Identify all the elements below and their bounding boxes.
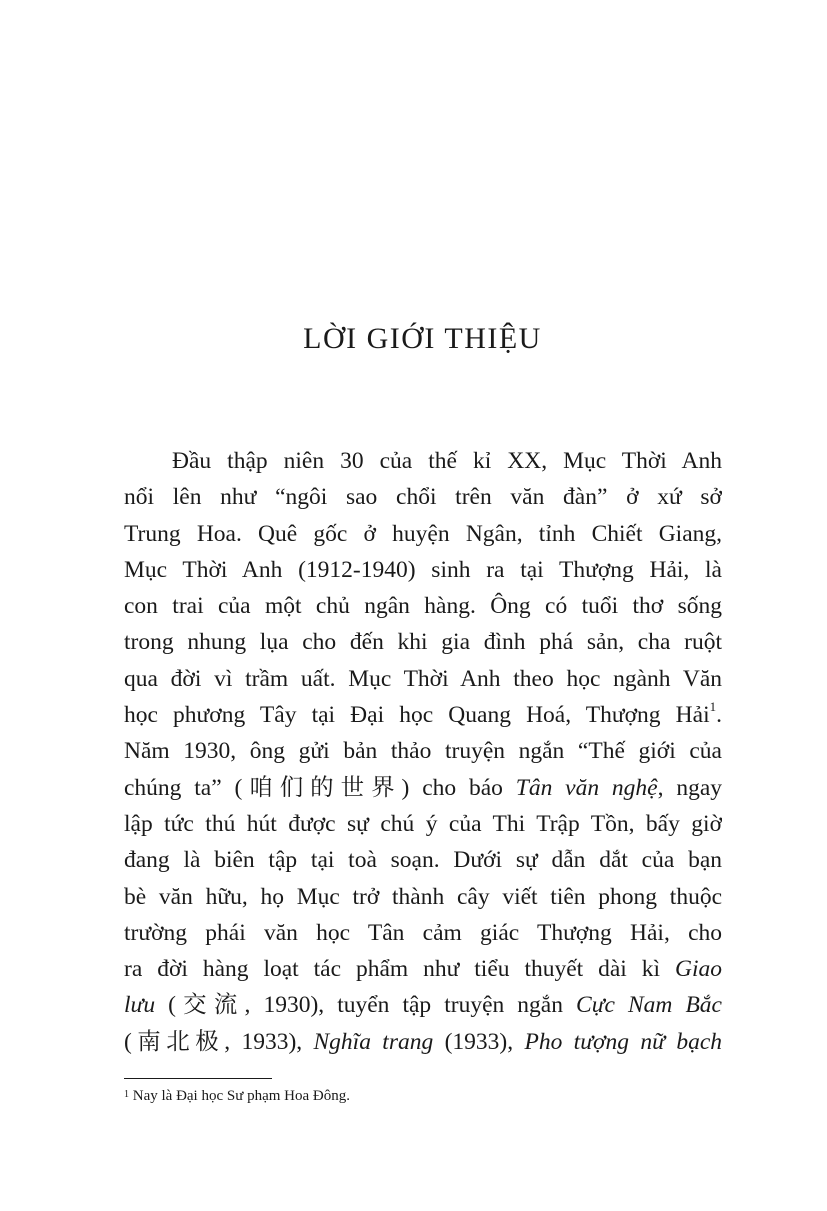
work-title: lưu: [124, 992, 156, 1019]
text-segment: , ngay: [657, 774, 722, 801]
text-line: [124, 770, 722, 806]
text-line: Đầu thập niên 30 của thế kỉ XX, Mục Thời Anh: [172, 448, 722, 474]
footnote-text: Nay là Đại học Sư phạm Hoa Đông.: [129, 1088, 351, 1104]
text-line: trường phái văn học Tân cảm giác Thượng Hải, cho: [124, 919, 722, 946]
work-title: Pho tượng nữ bạch: [524, 1028, 722, 1055]
footnote-marker: 1: [124, 1089, 129, 1100]
text-segment: (南北极, 1933),: [124, 1028, 314, 1055]
text-segment: học phương Tây tại Đại học Quang Hoá, Thượng Hải: [124, 702, 710, 729]
footnote-ref[interactable]: 1: [709, 699, 717, 715]
text-segment: (交流, 1930), tuyển tập truyện ngắn: [155, 992, 577, 1019]
intro-paragraph: [124, 443, 722, 1060]
text-line: [124, 951, 722, 987]
text-segment: ra đời hàng loạt tác phẩm như tiểu thuyết dài kì: [124, 956, 675, 983]
text-line: con trai của một chủ ngân hàng. Ông có tuổi thơ sống: [124, 593, 722, 620]
text-segment: (1933),: [433, 1028, 525, 1055]
text-line: bè văn hữu, họ Mục trở thành cây viết tiên phong thuộc: [124, 883, 722, 910]
work-title: Cực Nam Bắc: [576, 992, 722, 1019]
text-line: đang là biên tập tại toà soạn. Dưới sự dẫn dắt của bạn: [124, 847, 722, 874]
publication-title: Tân văn nghệ: [515, 774, 658, 801]
text-line: [124, 987, 722, 1023]
text-line: Trung Hoa. Quê gốc ở huyện Ngân, tỉnh Chiết Giang,: [124, 520, 722, 547]
text-line: qua đời vì trầm uất. Mục Thời Anh theo học ngành Văn: [124, 665, 722, 692]
text-line: [124, 1024, 722, 1060]
text-line: [124, 697, 722, 733]
text-line: nổi lên như “ngôi sao chổi trên văn đàn” ở xứ sở: [124, 484, 722, 511]
chapter-title: LỜI GIỚI THIỆU: [303, 322, 542, 355]
text-segment: .: [716, 702, 722, 729]
work-title: Giao: [675, 956, 722, 983]
work-title: Nghĩa trang: [313, 1028, 434, 1055]
footnote-divider: [124, 1078, 272, 1079]
text-line: Mục Thời Anh (1912-1940) sinh ra tại Thượng Hải, là: [124, 556, 722, 583]
text-line: trong nhung lụa cho đến khi gia đình phá sản, cha ruột: [124, 629, 722, 656]
text-line: Năm 1930, ông gửi bản thảo truyện ngắn “Thế giới của: [124, 738, 722, 765]
text-segment: chúng ta” (咱们的世界) cho báo: [124, 774, 516, 801]
text-line: lập tức thú hút được sự chú ý của Thi Trập Tồn, bấy giờ: [124, 810, 722, 837]
footnote: [124, 1088, 350, 1105]
